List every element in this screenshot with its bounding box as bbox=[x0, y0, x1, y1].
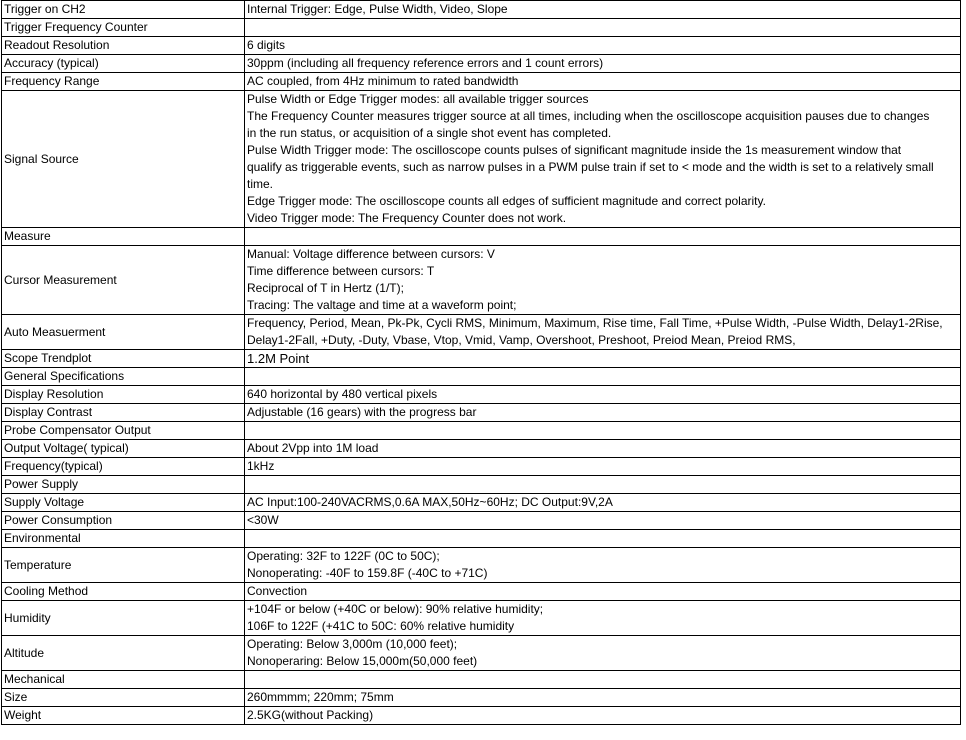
spec-value-line: time. bbox=[247, 177, 274, 191]
spec-label: Signal Source bbox=[2, 91, 245, 228]
table-row bbox=[2, 671, 961, 689]
spec-label: Display Resolution bbox=[2, 386, 245, 404]
spec-value bbox=[245, 689, 961, 707]
table-row bbox=[2, 315, 961, 350]
spec-value-line: Time difference between cursors: T bbox=[247, 264, 435, 278]
spec-value-line: in the run status, or acquisition of a single shot event has completed. bbox=[247, 126, 612, 140]
table-row bbox=[2, 228, 961, 246]
table-row bbox=[2, 37, 961, 55]
spec-label: Measure bbox=[2, 228, 245, 246]
table-row bbox=[2, 55, 961, 73]
spec-value bbox=[245, 494, 961, 512]
spec-value bbox=[245, 458, 961, 476]
spec-value bbox=[245, 512, 961, 530]
table-row bbox=[2, 422, 961, 440]
spec-value bbox=[245, 422, 961, 440]
spec-value bbox=[245, 583, 961, 601]
spec-label: Altitude bbox=[2, 636, 245, 671]
spec-label: Trigger Frequency Counter bbox=[2, 19, 245, 37]
spec-value bbox=[245, 315, 961, 350]
spec-label: Power Supply bbox=[2, 476, 245, 494]
spec-label: Temperature bbox=[2, 548, 245, 583]
table-row bbox=[2, 91, 961, 228]
table-row bbox=[2, 386, 961, 404]
table-row bbox=[2, 548, 961, 583]
table-row bbox=[2, 404, 961, 422]
spec-value-line: Manual: Voltage difference between cursors: V bbox=[247, 247, 495, 261]
spec-value bbox=[245, 530, 961, 548]
spec-label: Size bbox=[2, 689, 245, 707]
spec-value bbox=[245, 368, 961, 386]
spec-label: Cursor Measurement bbox=[2, 246, 245, 315]
table-row bbox=[2, 458, 961, 476]
spec-value-line: Nonoperaring: Below 15,000m(50,000 feet) bbox=[247, 654, 478, 668]
table-row bbox=[2, 583, 961, 601]
spec-value-line: 30ppm (including all frequency reference errors and 1 count errors) bbox=[247, 56, 604, 70]
spec-value-line: Frequency, Period, Mean, Pk-Pk, Cycli RMS, Minimum, Maximum, Rise time, Fall Time, +Pulse Width, -Pulse Width, Delay1-2Rise, bbox=[247, 316, 943, 330]
spec-value-line: Tracing: The valtage and time at a waveform point; bbox=[247, 298, 517, 312]
table-row bbox=[2, 440, 961, 458]
spec-value-line: qualify as triggerable events, such as narrow pulses in a PWM pulse train if set to < mode and the width is set to a relatively small bbox=[247, 160, 934, 174]
table-row bbox=[2, 689, 961, 707]
table-row bbox=[2, 530, 961, 548]
spec-value-line: The Frequency Counter measures trigger source at all times, including when the oscilloscope acquisition pauses due to changes bbox=[247, 109, 930, 123]
table-row bbox=[2, 494, 961, 512]
table-row bbox=[2, 476, 961, 494]
table-row bbox=[2, 368, 961, 386]
spec-value-line: AC coupled, from 4Hz minimum to rated bandwidth bbox=[247, 74, 519, 88]
spec-value bbox=[245, 350, 961, 368]
spec-value-line: Video Trigger mode: The Frequency Counter does not work. bbox=[247, 211, 567, 225]
spec-value-line: 1.2M Point bbox=[247, 351, 310, 366]
spec-value bbox=[245, 440, 961, 458]
spec-label: Scope Trendplot bbox=[2, 350, 245, 368]
spec-label: Probe Compensator Output bbox=[2, 422, 245, 440]
spec-label: Frequency(typical) bbox=[2, 458, 245, 476]
spec-label: Environmental bbox=[2, 530, 245, 548]
spec-label: Auto Measuerment bbox=[2, 315, 245, 350]
spec-value-line: 260mmmm; 220mm; 75mm bbox=[247, 690, 394, 704]
spec-value bbox=[245, 636, 961, 671]
spec-label: Output Voltage( typical) bbox=[2, 440, 245, 458]
table-row bbox=[2, 636, 961, 671]
spec-value-line: AC Input:100-240VACRMS,0.6A MAX,50Hz~60Hz; DC Output:9V,2A bbox=[247, 495, 613, 509]
spec-label: Weight bbox=[2, 707, 245, 725]
spec-label: Supply Voltage bbox=[2, 494, 245, 512]
spec-value bbox=[245, 671, 961, 689]
spec-value bbox=[245, 91, 961, 228]
spec-value bbox=[245, 548, 961, 583]
spec-value-line: 640 horizontal by 480 vertical pixels bbox=[247, 387, 438, 401]
table-row bbox=[2, 601, 961, 636]
table-row bbox=[2, 707, 961, 725]
spec-value bbox=[245, 476, 961, 494]
spec-label: Display Contrast bbox=[2, 404, 245, 422]
spec-label: Trigger on CH2 bbox=[2, 1, 245, 19]
spec-value-line: Edge Trigger mode: The oscilloscope counts all edges of sufficient magnitude and correct polarity. bbox=[247, 194, 766, 208]
table-row bbox=[2, 19, 961, 37]
spec-value-line: <30W bbox=[247, 513, 279, 527]
spec-value bbox=[245, 228, 961, 246]
spec-value-line: Pulse Width Trigger mode: The oscilloscope counts pulses of significant magnitude inside the 1s measurement window that bbox=[247, 143, 902, 157]
spec-value bbox=[245, 19, 961, 37]
spec-label: Power Consumption bbox=[2, 512, 245, 530]
spec-value-line: Internal Trigger: Edge, Pulse Width, Video, Slope bbox=[247, 2, 508, 16]
table-row bbox=[2, 512, 961, 530]
spec-label: Humidity bbox=[2, 601, 245, 636]
spec-table bbox=[1, 0, 961, 725]
spec-label: Frequency Range bbox=[2, 73, 245, 91]
spec-value bbox=[245, 707, 961, 725]
spec-value-line: Delay1-2Fall, +Duty, -Duty, Vbase, Vtop, Vmid, Vamp, Overshoot, Preshoot, Preiod Mean, Preiod RMS, bbox=[247, 333, 796, 347]
spec-value-line: Operating: 32F to 122F (0C to 50C); bbox=[247, 549, 440, 563]
spec-label: Cooling Method bbox=[2, 583, 245, 601]
spec-value-line: Convection bbox=[247, 584, 308, 598]
spec-value-line: About 2Vpp into 1M load bbox=[247, 441, 379, 455]
spec-value bbox=[245, 1, 961, 19]
spec-value-line: +104F or below (+40C or below): 90% relative humidity; bbox=[247, 602, 544, 616]
spec-table-body bbox=[2, 1, 961, 725]
spec-value-line: Pulse Width or Edge Trigger modes: all available trigger sources bbox=[247, 92, 589, 106]
spec-label: Readout Resolution bbox=[2, 37, 245, 55]
spec-value bbox=[245, 601, 961, 636]
spec-label: General Specifications bbox=[2, 368, 245, 386]
spec-value-line: Nonoperating: -40F to 159.8F (-40C to +71C) bbox=[247, 566, 488, 580]
spec-label: Mechanical bbox=[2, 671, 245, 689]
spec-value bbox=[245, 386, 961, 404]
spec-value bbox=[245, 73, 961, 91]
spec-value bbox=[245, 246, 961, 315]
table-row bbox=[2, 1, 961, 19]
spec-value-line: 106F to 122F (+41C to 50C: 60% relative humidity bbox=[247, 619, 515, 633]
spec-value-line: Operating: Below 3,000m (10,000 feet); bbox=[247, 637, 458, 651]
table-row bbox=[2, 350, 961, 368]
spec-value bbox=[245, 55, 961, 73]
spec-value-line: Reciprocal of T in Hertz (1/T); bbox=[247, 281, 404, 295]
spec-value bbox=[245, 404, 961, 422]
spec-value-line: 1kHz bbox=[247, 459, 275, 473]
spec-value-line: 2.5KG(without Packing) bbox=[247, 708, 374, 722]
spec-value bbox=[245, 37, 961, 55]
table-row bbox=[2, 73, 961, 91]
table-row bbox=[2, 246, 961, 315]
spec-value-line: Adjustable (16 gears) with the progress bar bbox=[247, 405, 477, 419]
spec-label: Accuracy (typical) bbox=[2, 55, 245, 73]
spec-value-line: 6 digits bbox=[247, 38, 286, 52]
